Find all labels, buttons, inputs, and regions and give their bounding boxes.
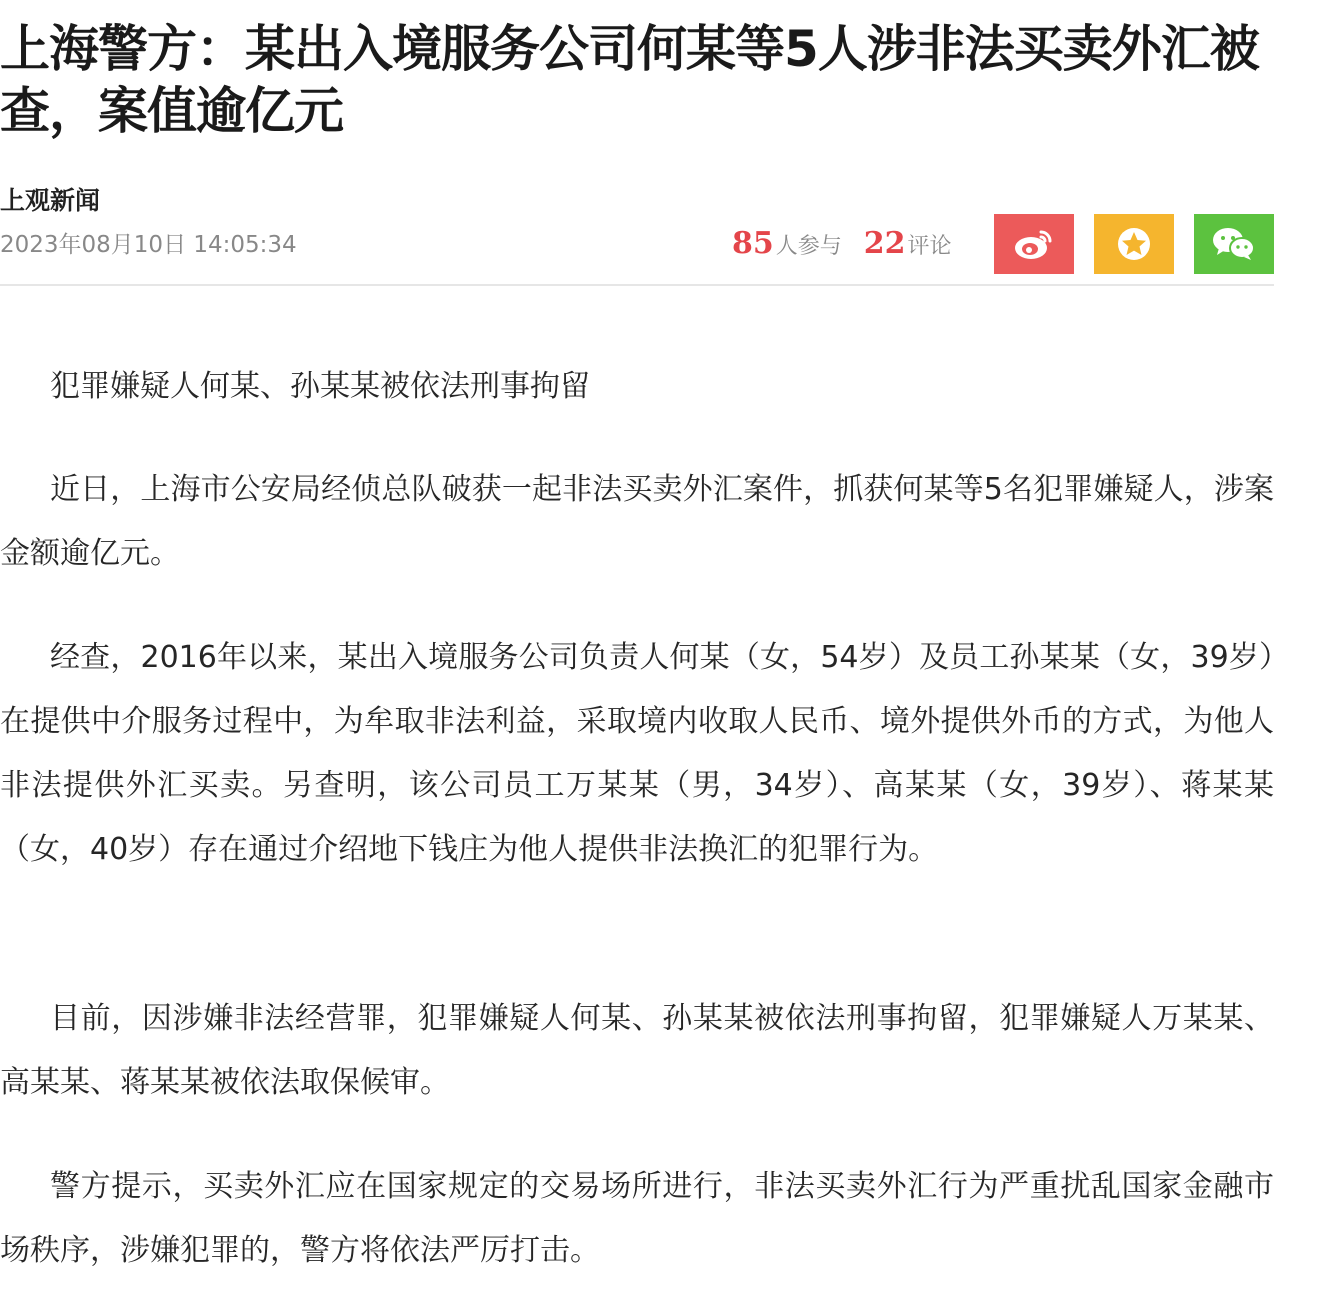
share-wechat-button[interactable] bbox=[1194, 214, 1274, 274]
star-icon bbox=[1116, 226, 1152, 262]
favorite-button[interactable] bbox=[1094, 214, 1174, 274]
publish-datetime: 2023年08月10日 14:05:34 bbox=[0, 232, 297, 258]
wechat-icon bbox=[1211, 226, 1257, 262]
article-source[interactable]: 上观新闻 bbox=[0, 186, 101, 215]
article-paragraph: 近日，上海市公安局经侦总队破获一起非法买卖外汇案件，抓获何某等5名犯罪嫌疑人，涉案金额逾亿元。 bbox=[0, 472, 1274, 571]
article-paragraph: 警方提示，买卖外汇应在国家规定的交易场所进行，非法买卖外汇行为严重扰乱国家金融市场秩序，涉嫌犯罪的，警方将依法严厉打击。 bbox=[0, 1169, 1274, 1268]
article-paragraph: 经查，2016年以来，某出入境服务公司负责人何某（女，54岁）及员工孙某某（女，39岁）在提供中介服务过程中，为牟取非法利益，采取境内收取人民币、境外提供外币的方式，为他人非法提供外汇买卖。另查明，该公司员工万某某（男，34岁）、高某某（女，39岁）、蒋某某（女，40岁）存在通过介绍地下钱庄为他人提供非法换汇的犯罪行为。 bbox=[0, 640, 1274, 867]
participants-count: 85 bbox=[732, 226, 774, 261]
weibo-icon bbox=[1013, 227, 1055, 261]
article-title: 上海警方：某出入境服务公司何某等5人涉非法买卖外汇被查，案值逾亿元 bbox=[0, 20, 1259, 140]
header-divider bbox=[0, 284, 1274, 286]
comments-label[interactable]: 评论 bbox=[907, 234, 952, 259]
share-weibo-button[interactable] bbox=[994, 214, 1074, 274]
article-paragraph: 犯罪嫌疑人何某、孙某某被依法刑事拘留 bbox=[50, 369, 590, 404]
comments-count[interactable]: 22 bbox=[863, 226, 906, 261]
participants-label: 人参与 bbox=[775, 234, 842, 259]
article-paragraph: 目前，因涉嫌非法经营罪，犯罪嫌疑人何某、孙某某被依法刑事拘留，犯罪嫌疑人万某某、高某某、蒋某某被依法取保候审。 bbox=[0, 1001, 1274, 1100]
engagement-stats bbox=[732, 226, 952, 266]
